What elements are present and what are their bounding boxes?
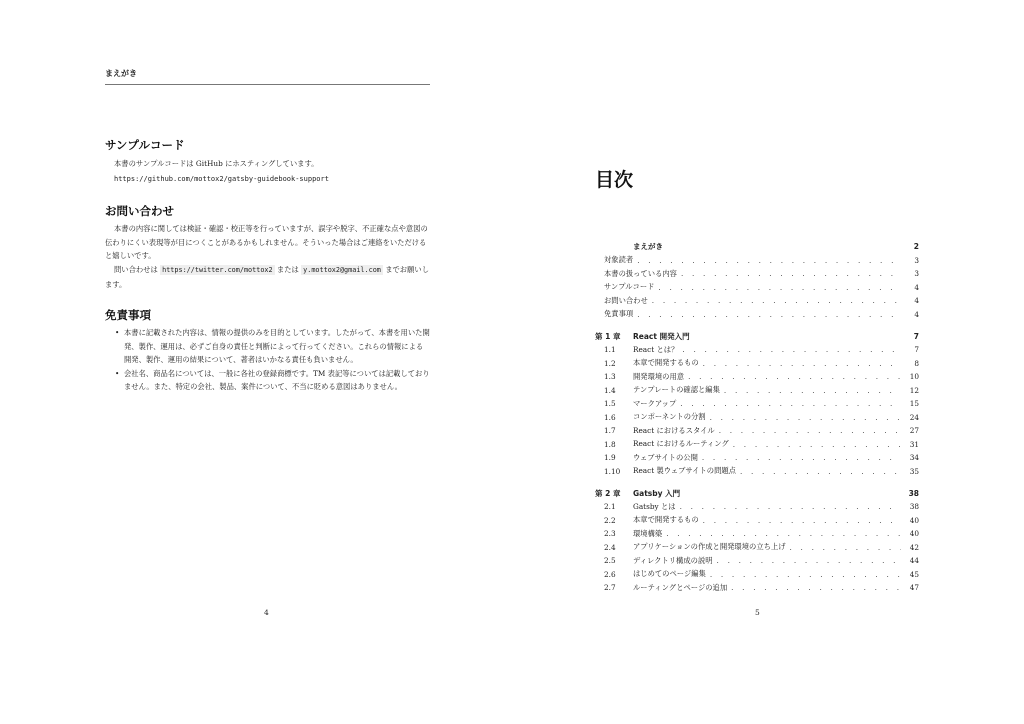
toc-entry-page: 4: [914, 309, 919, 319]
toc-entry-page: 40: [909, 515, 919, 525]
toc-entry[interactable]: [595, 500, 919, 514]
toc-entry-label: React 開発入門: [633, 331, 690, 341]
toc-entry-page: 44: [909, 556, 919, 566]
text: までお願いします。: [105, 265, 429, 289]
toc-entry-label: 開発環境の用意: [633, 371, 685, 381]
toc-leader-dots: [703, 516, 901, 525]
toc-entry-page: 34: [909, 453, 919, 463]
toc-entry-label: 環境構築: [633, 528, 663, 538]
toc-entry[interactable]: [595, 514, 919, 528]
toc-entry-label: コンポーネントの分割: [633, 412, 706, 422]
toc-leader-dots: [680, 399, 901, 408]
toc-leader-dots: [790, 543, 901, 552]
running-head: まえがき: [105, 68, 430, 85]
toc-entry-page: 42: [909, 542, 919, 552]
toc-entry-page: 40: [909, 529, 919, 539]
section-heading-sample-code: サンプルコード: [105, 138, 185, 152]
disclaimer-item: • 本書に記載された内容は、情報の提供のみを目的としています。したがって、本書を用いた開発、製作、運用は、必ずご自身の責任と判断によって行ってください。これらの情報による開発、製作、運用の結果について、著者はいかなる責任も負いません。: [105, 326, 430, 367]
disclaimer-list: [105, 326, 430, 394]
toc-entry-label: React 製ウェブサイトの問題点: [633, 466, 736, 476]
toc-entry[interactable]: [595, 240, 919, 254]
section-heading-disclaimer: 免責事項: [105, 308, 151, 322]
toc-entry-number: 1.8: [604, 439, 616, 449]
toc-entry[interactable]: [595, 451, 919, 465]
toc-entry-page: 35: [909, 466, 919, 476]
toc-leader-dots: [637, 310, 901, 319]
toc-leader-dots: [682, 345, 901, 354]
toc-entry-number: 2.4: [604, 542, 616, 552]
toc-entry[interactable]: [595, 384, 919, 398]
toc-entry-page: 8: [914, 358, 919, 368]
toc-entry-number: 1.9: [604, 453, 616, 463]
toc-entry-label: ウェブサイトの公開: [633, 452, 698, 462]
toc-entry[interactable]: [595, 397, 919, 411]
toc-entry-number: 1.2: [604, 358, 616, 368]
toc-leader-dots: [717, 556, 901, 565]
toc-entry-page: 27: [909, 426, 919, 436]
toc-entry-label: マークアップ: [633, 398, 677, 408]
toc-leader-dots: [733, 440, 901, 449]
toc-entry-label: 本書の扱っている内容: [604, 268, 677, 278]
toc-entry-label: Gatsby とは: [633, 501, 676, 511]
toc-entry-number: 1.4: [604, 385, 616, 395]
disclaimer-item: • 会社名、商品名については、一般に各社の登録商標です。TM 表記等については記載しておりません。また、特定の会社、製品、案件について、不当に貶める意図はありません。: [105, 367, 430, 394]
toc-entry-number: 2.5: [604, 556, 616, 566]
toc-entry-number: 2.2: [604, 515, 616, 525]
sample-code-url[interactable]: https://github.com/mottox2/gatsby-guidebook-support: [114, 175, 329, 183]
toc-entry-number: 1.1: [604, 345, 616, 355]
toc-leader-dots: [731, 583, 901, 592]
toc-leader-dots: [703, 359, 901, 368]
toc-entry[interactable]: [595, 541, 919, 555]
toc-entry-number: 1.10: [604, 466, 621, 476]
toc-entry-number: 1.3: [604, 372, 616, 382]
toc-entry-page: 2: [913, 242, 919, 252]
toc-entry[interactable]: [595, 527, 919, 541]
toc-entry-label: テンプレートの確認と編集: [633, 385, 720, 395]
toc-entry[interactable]: [595, 357, 919, 371]
toc-leader-dots: [710, 413, 901, 422]
email-link[interactable]: y.mottox2@gmail.com: [303, 266, 381, 274]
toc-entry-number: 2.3: [604, 529, 616, 539]
toc-entry-label: お問い合わせ: [604, 295, 648, 305]
toc-entry[interactable]: [595, 411, 919, 425]
toc-entry-label: 対象読者: [604, 255, 634, 265]
toc-entry-page: 45: [909, 569, 919, 579]
toc-entry-label: React におけるスタイル: [633, 425, 715, 435]
toc-entry-page: 47: [909, 583, 919, 593]
toc-leader-dots: [652, 296, 901, 305]
toc-entry-number: 2.7: [604, 583, 616, 593]
twitter-link[interactable]: https://twitter.com/mottox2: [162, 266, 273, 274]
toc-entry-label: React におけるルーティング: [633, 439, 729, 449]
toc-entry-page: 4: [914, 296, 919, 306]
toc-entry-number: 2.1: [604, 502, 616, 512]
toc-entry[interactable]: [595, 581, 919, 595]
toc-entry-label: サンプルコード: [604, 282, 655, 292]
toc-entry[interactable]: [595, 330, 919, 344]
toc-leader-dots: [702, 453, 901, 462]
toc-leader-dots: [710, 570, 901, 579]
toc-entry-label: 免責事項: [604, 309, 634, 319]
toc-entry-page: 38: [908, 488, 919, 498]
toc-entry-number: 第 2 章: [595, 488, 621, 498]
toc-entry-label: まえがき: [633, 242, 663, 252]
toc-entry-page: 12: [909, 385, 919, 395]
toc-leader-dots: [637, 256, 901, 265]
toc-entry[interactable]: [595, 438, 919, 452]
page-number: 5: [755, 608, 760, 617]
toc-entry[interactable]: [595, 554, 919, 568]
toc-entry-page: 7: [914, 345, 919, 355]
toc-leader-dots: [680, 502, 901, 511]
toc-entry-page: 10: [909, 372, 919, 382]
toc-entry-page: 24: [909, 412, 919, 422]
toc-entry-label: ルーティングとページの追加: [633, 582, 728, 592]
toc-entry-number: 1.7: [604, 426, 616, 436]
toc-entry-label: ディレクトリ構成の説明: [633, 555, 713, 565]
toc-entry[interactable]: [595, 568, 919, 582]
toc-entry-page: 4: [914, 282, 919, 292]
toc-leader-dots: [658, 283, 901, 292]
toc-entry-label: アプリケーションの作成と開発環境の立ち上げ: [633, 542, 786, 552]
toc-entry-label: 本章で開発するもの: [633, 515, 699, 525]
toc-entry-label: はじめてのページ編集: [633, 569, 706, 579]
toc-entry-page: 15: [909, 399, 919, 409]
toc-entry[interactable]: [595, 267, 919, 281]
toc-entry[interactable]: [595, 308, 919, 322]
toc-entry-number: 第 1 章: [595, 331, 621, 341]
toc-title: 目次: [595, 169, 634, 191]
table-of-contents: [595, 240, 919, 595]
text: 問い合わせは: [114, 265, 161, 274]
toc-entry-page: 38: [909, 502, 919, 512]
contact-paragraph-2: [105, 263, 430, 291]
toc-leader-dots: [666, 529, 901, 538]
toc-entry-label: 本章で開発するもの: [633, 358, 699, 368]
toc-entry-page: 3: [914, 269, 919, 279]
page-number: 4: [264, 608, 269, 617]
toc-entry-page: 3: [914, 255, 919, 265]
toc-leader-dots: [681, 269, 901, 278]
toc-entry[interactable]: [595, 281, 919, 295]
section-heading-contact: お問い合わせ: [105, 204, 174, 218]
toc-leader-dots: [719, 426, 901, 435]
toc-entry[interactable]: [595, 465, 919, 479]
toc-entry[interactable]: [595, 343, 919, 357]
toc-entry[interactable]: [595, 294, 919, 308]
toc-leader-dots: [724, 386, 901, 395]
sample-code-text: 本書のサンプルコードは GitHub にホスティングしています。: [114, 159, 319, 168]
toc-entry[interactable]: [595, 487, 919, 501]
contact-paragraph-1: 本書の内容に関しては検証・確認・校正等を行っていますが、誤字や脱字、不正確な点や意図の伝わりにくい表現等が目につくことがあるかもしれません。そういった場合はご連絡をいただけると嬉しいです。: [105, 224, 428, 261]
toc-entry-label: Gatsby 入門: [633, 488, 681, 498]
toc-entry-number: 2.6: [604, 569, 616, 579]
toc-entry[interactable]: [595, 424, 919, 438]
toc-entry[interactable]: [595, 254, 919, 268]
toc-entry-number: 1.5: [604, 399, 616, 409]
toc-leader-dots: [740, 467, 901, 476]
toc-entry[interactable]: [595, 370, 919, 384]
text: または: [274, 265, 302, 274]
toc-entry-page: 7: [913, 331, 919, 341]
toc-entry-page: 31: [909, 439, 919, 449]
toc-entry-number: 1.6: [604, 412, 616, 422]
toc-entry-label: React とは？: [633, 344, 679, 354]
toc-leader-dots: [688, 372, 901, 381]
